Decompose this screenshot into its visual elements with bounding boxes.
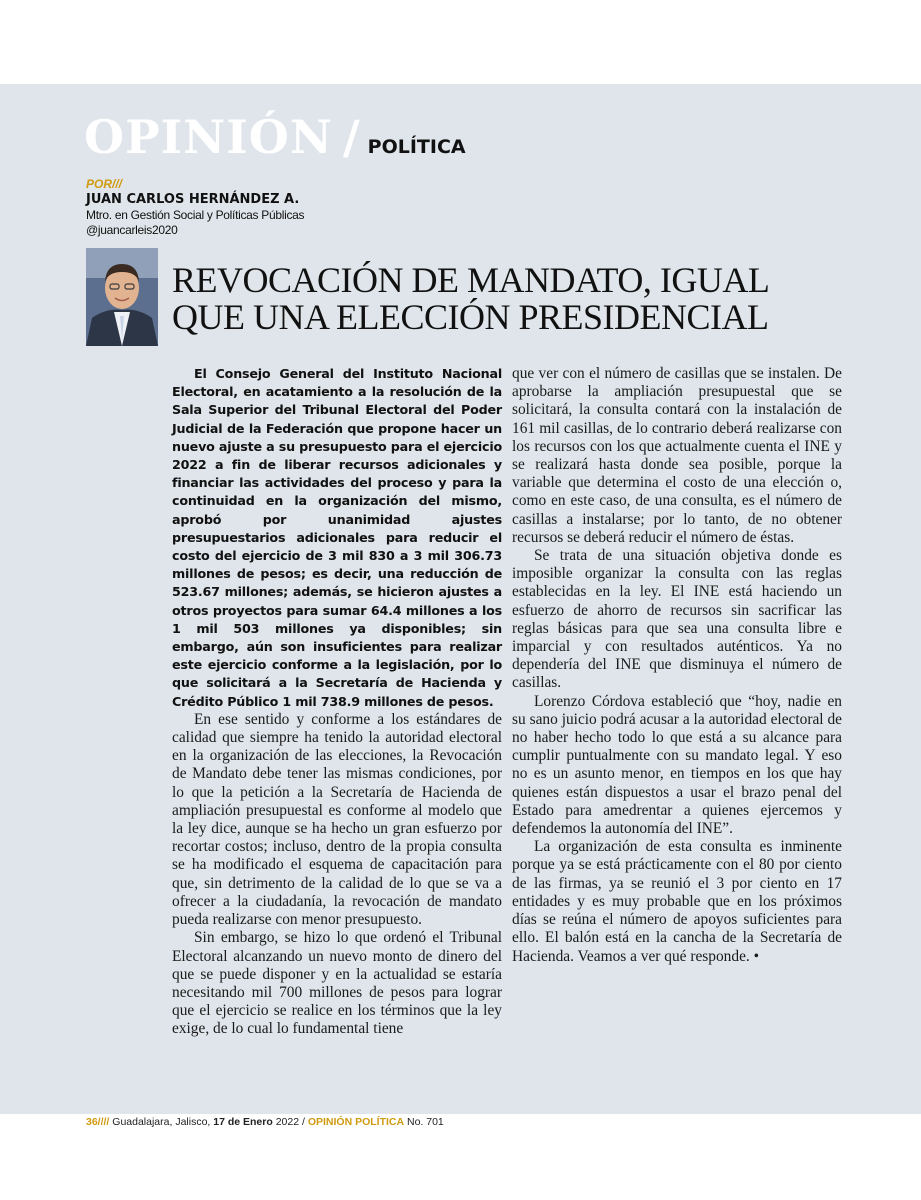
body-paragraph-continued: que ver con el número de casillas que se instalen. De aprobarse la ampliación presupuestal que se solicitará, la consulta contará con la instalación de 161 mil casillas, de lo contrario deberá realizarse con los recursos con los que actualmente cuenta el INE y se realizará hasta donde sea posible, porque la variable que determina el costo de una elección o, como en este caso, de una consulta, es el número de casillas a instalarse; por lo tanto, de no obtener recursos se deberá reducir el número de éstas. [512,365,842,546]
byline [86,177,304,238]
headline-line-2: QUE UNA ELECCIÓN PRESIDENCIAL [172,297,769,337]
headline-line-1: REVOCACIÓN DE MANDATO, IGUAL [172,260,770,300]
footer-place: Guadalajara, Jalisco, [109,1116,214,1128]
page-footer [86,1116,444,1128]
body-paragraph: Sin embargo, se hizo lo que ordenó el Tribunal Electoral alcanzando un nuevo monto de dinero del que se puede disponer y en la actualidad se estaría necesitando mil 700 millones de pesos para lograr que el ejercicio se realice en los términos que la ley exige, de lo cual lo fundamental tiene [172,929,502,1038]
section-header [84,110,466,164]
footer-issue: No. 701 [404,1116,444,1128]
body-paragraph: Lorenzo Córdova estableció que “hoy, nadie en su sano juicio podrá acusar a la autoridad electoral de no haber hecho todo lo que está a su alcance para cumplir puntualmente con su mandato legal. Y eso no es un asunto menor, en tiempos en los que hay quienes están dispuestos a usar el brazo penal del Estado para amedrentar a quienes ejercemos y defendemos la autonomía del INE”. [512,692,842,838]
author-credential: Mtro. en Gestión Social y Políticas Públicas [86,208,305,222]
body-paragraph: La organización de esta consulta es inminente porque ya se está prácticamente con el 80 por ciento de las firmas, ya se reunió el 3 por ciento en 17 entidades y es muy probable que en los próximos días se reúna el número de apoyos suficientes para ello. El balón está en la cancha de la Secretaría de Hacienda. Veamos a ver qué responde. • [512,838,842,965]
author-name: JUAN CARLOS HERNÁNDEZ A. [86,192,300,207]
byline-por: POR/// [86,177,123,191]
body-paragraph: Se trata de una situación objetiva donde es imposible organizar la consulta con las reglas establecidas en la ley. El INE está haciendo un esfuerzo de ahorro de recursos sin sacrificar las reglas básicas para que sea una consulta libre e imparcial y con resultados auténticos. Ya no dependería del INE que disminuya el número de casillas. [512,547,842,692]
lead-paragraph: El Consejo General del Instituto Nacional Electoral, en acatamiento a la resolución de la Sala Superior del Tribunal Electoral del Poder Judicial de la Federación que propone hacer un nuevo ajuste a su presupuesto para el ejercicio 2022 a fin de liberar recursos adicionales y financiar las actividades del proceso y para la continuidad en la organización del mismo, aprobó por unanimidad ajustes presupuestarios adicionales para reducir el costo del ejercicio de 3 mil 830 a 3 mil 306.73 millones de pesos; es decir, una reducción de 523.67 millones; además, se hicieron ajustes a otros proyectos para sumar 64.4 millones a los 1 mil 503 millones ya disponibles; sin embargo, aún son insuficientes para realizar este ejercicio conforme a la legislación, por lo que solicitará a la Secretaría de Hacienda y Crédito Público 1 mil 738.9 millones de pesos. [172,366,502,709]
footer-year: 2022 / [272,1116,308,1128]
section-title: OPINIÓN [84,110,333,164]
body-paragraph: En ese sentido y conforme a los estándares de calidad que siempre ha tenido la autoridad electoral en la organización de las elecciones, la Revocación de Mandato debe tener las mismas condiciones, por lo que la petición a la Secretaría de Hacienda de ampliación presupuestal es conforme al modelo que la ley dice, aunque se ha hecho un gran esfuerzo por recortar costos; incluso, dentro de la propia consulta se ha modificado el esquema de capacitación para que, sin detrimento de la calidad de lo que se va a ofrecer a la ciudadanía, la revocación de mandato pueda realizarse con menor presupuesto. [172,710,502,929]
article-column-right [512,365,842,966]
author-portrait-icon [86,248,158,346]
article-column-left [172,365,502,1039]
footer-date: 17 de Enero [213,1116,273,1128]
article-headline [172,262,892,336]
author-photo [86,248,158,346]
footer-publication: OPINIÓN POLÍTICA [307,1116,405,1128]
author-handle: @juancarleis2020 [86,223,178,237]
section-slash: / [342,110,360,164]
page-number: 36//// [86,1116,110,1128]
section-subtitle: POLÍTICA [367,136,466,158]
